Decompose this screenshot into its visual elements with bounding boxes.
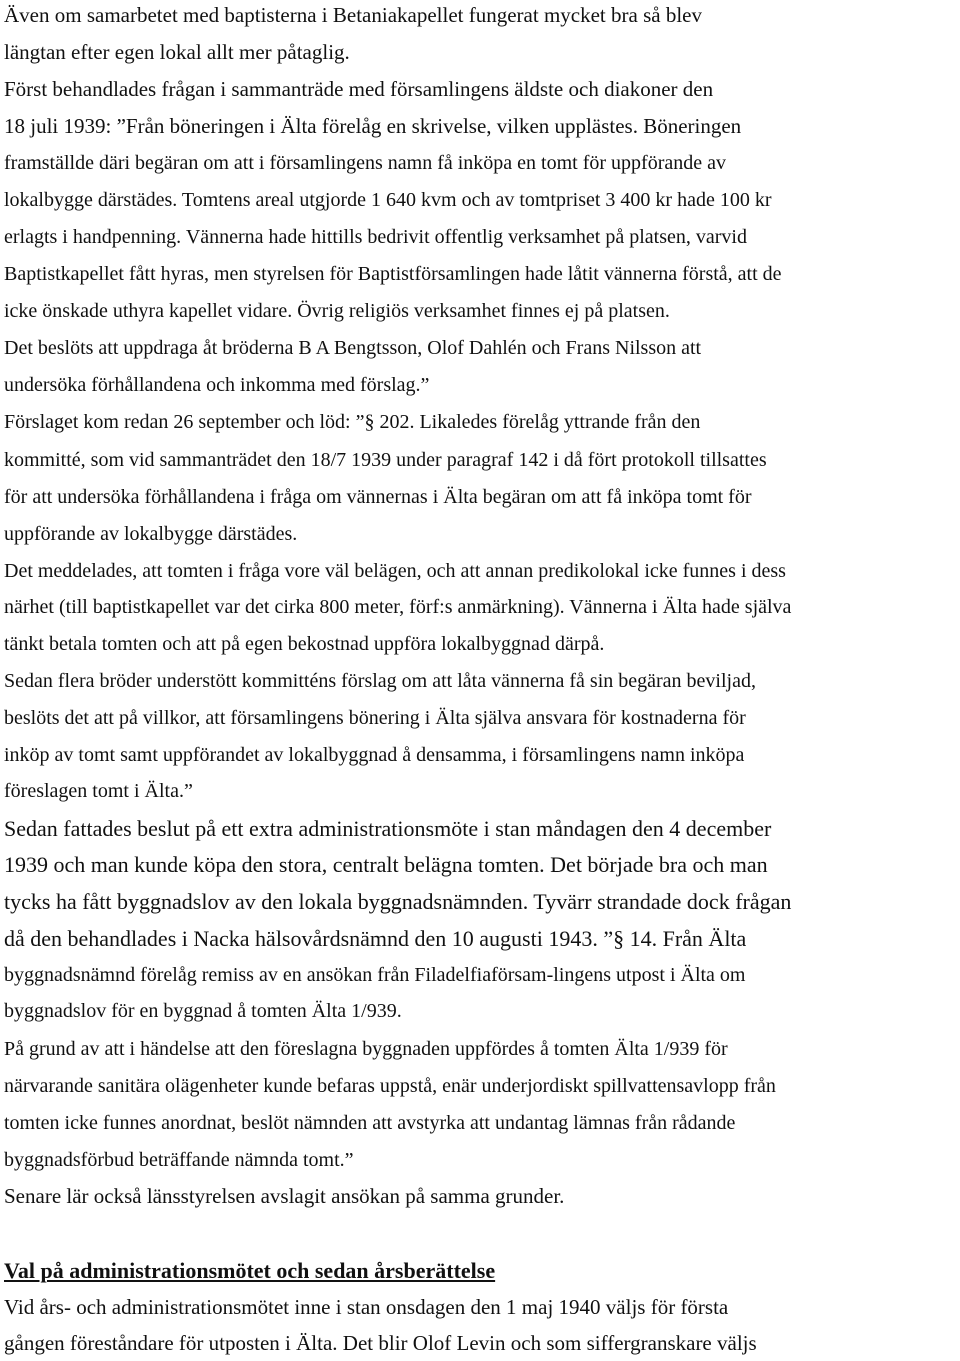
text-line: närvarande sanitära olägenheter kunde befaras uppstå, enär underjordiskt spillvattensavlopp från bbox=[4, 1075, 776, 1097]
text-line: Även om samarbetet med baptisterna i Betaniakapellet fungerat mycket bra så blev bbox=[4, 3, 702, 27]
text-line: Förslaget kom redan 26 september och löd: ”§ 202. Likaledes förelåg yttrande från den bbox=[4, 411, 701, 433]
text-line: föreslagen tomt i Älta.” bbox=[4, 780, 193, 802]
text-line: tomten icke funnes anordnat, beslöt nämnden att avstyrka att undantag lämnas från rådande bbox=[4, 1112, 736, 1134]
text-line: Det meddelades, att tomten i fråga vore väl belägen, och att annan predikolokal icke funnes i dess bbox=[4, 560, 786, 582]
text-line: kommitté, som vid sammanträdet den 18/7 1939 under paragraf 142 i då fört protokoll tillsattes bbox=[4, 449, 767, 471]
text-line: Sedan fattades beslut på ett extra administrationsmöte i stan måndagen den 4 december bbox=[4, 816, 772, 841]
text-line: På grund av att i händelse att den föreslagna byggnaden uppfördes å tomten Älta 1/939 för bbox=[4, 1038, 728, 1060]
text-line: erlagts i handpenning. Vännerna hade hittills bedrivit offentlig verksamhet på platsen, varvid bbox=[4, 226, 747, 248]
text-line: Sedan flera bröder understött kommitténs förslag om att låta vännerna få sin begäran beviljad, bbox=[4, 670, 756, 692]
text-line: 1939 och man kunde köpa den stora, centralt belägna tomten. Det började bra och man bbox=[4, 852, 768, 877]
text-line: undersöka förhållandena och inkomma med förslag.” bbox=[4, 374, 430, 396]
text-line: icke önskade uthyra kapellet vidare. Övrig religiös verksamhet finnes ej på platsen. bbox=[4, 300, 670, 322]
text-line: då den behandlades i Nacka hälsovårdsnämnd den 10 augusti 1943. ”§ 14. Från Älta bbox=[4, 926, 747, 951]
text-line: för att undersöka förhållandena i fråga om vännernas i Älta begäran om att få inköpa tomt för bbox=[4, 486, 752, 508]
text-line: Först behandlades frågan i sammanträde med församlingens äldste och diakoner den bbox=[4, 77, 714, 101]
text-line: inköp av tomt samt uppförandet av lokalbyggnad å densamma, i församlingens namn inköpa bbox=[4, 744, 745, 766]
text-line: gången föreståndare för utposten i Älta. Det blir Olof Levin och som siffergranskare väljs bbox=[4, 1331, 757, 1355]
text-line: Det beslöts att uppdraga åt bröderna B A Bengtsson, Olof Dahlén och Frans Nilsson att bbox=[4, 337, 702, 359]
text-line: byggnadsnämnd förelåg remiss av en ansökan från Filadelfiaförsam-lingens utpost i Älta om bbox=[4, 964, 746, 986]
text-line: längtan efter egen lokal allt mer påtaglig. bbox=[4, 40, 350, 64]
text-line: lokalbygge därstädes. Tomtens areal utgjorde 1 640 kvm och av tomtpriset 3 400 kr hade 100 kr bbox=[4, 189, 772, 211]
text-line: tycks ha fått byggnadslov av den lokala byggnadsnämnden. Tyvärr strandade dock frågan bbox=[4, 889, 792, 914]
text-line: Baptistkapellet fått hyras, men styrelsen för Baptistförsamlingen hade låtit vännerna förstå, att de bbox=[4, 263, 782, 285]
text-line: beslöts det att på villkor, att församlingens bönering i Älta själva ansvara för kostnaderna för bbox=[4, 707, 746, 729]
text-line: byggnadsförbud beträffande nämnda tomt.” bbox=[4, 1149, 354, 1171]
text-line: 18 juli 1939: ”Från böneringen i Älta förelåg en skrivelse, vilken upplästes. Böneringen bbox=[4, 114, 742, 138]
text-line: Senare lär också länsstyrelsen avslagit ansökan på samma grunder. bbox=[4, 1184, 565, 1208]
text-line: uppförande av lokalbygge därstädes. bbox=[4, 523, 298, 545]
text-line: tänkt betala tomten och att på egen bekostnad uppföra lokalbyggnad därpå. bbox=[4, 633, 605, 655]
text-line: framställde däri begäran om att i församlingens namn få inköpa en tomt för uppförande av bbox=[4, 152, 726, 174]
text-line: Vid års- och administrationsmötet inne i stan onsdagen den 1 maj 1940 väljs för första bbox=[4, 1295, 729, 1319]
text-line: byggnadslov för en byggnad å tomten Älta 1/939. bbox=[4, 1000, 402, 1022]
section-heading: Val på administrationsmötet och sedan årsberättelse bbox=[4, 1258, 496, 1283]
text-line: närhet (till baptistkapellet var det cirka 800 meter, förf:s anmärkning). Vännerna i Älta hade själva bbox=[4, 596, 792, 618]
